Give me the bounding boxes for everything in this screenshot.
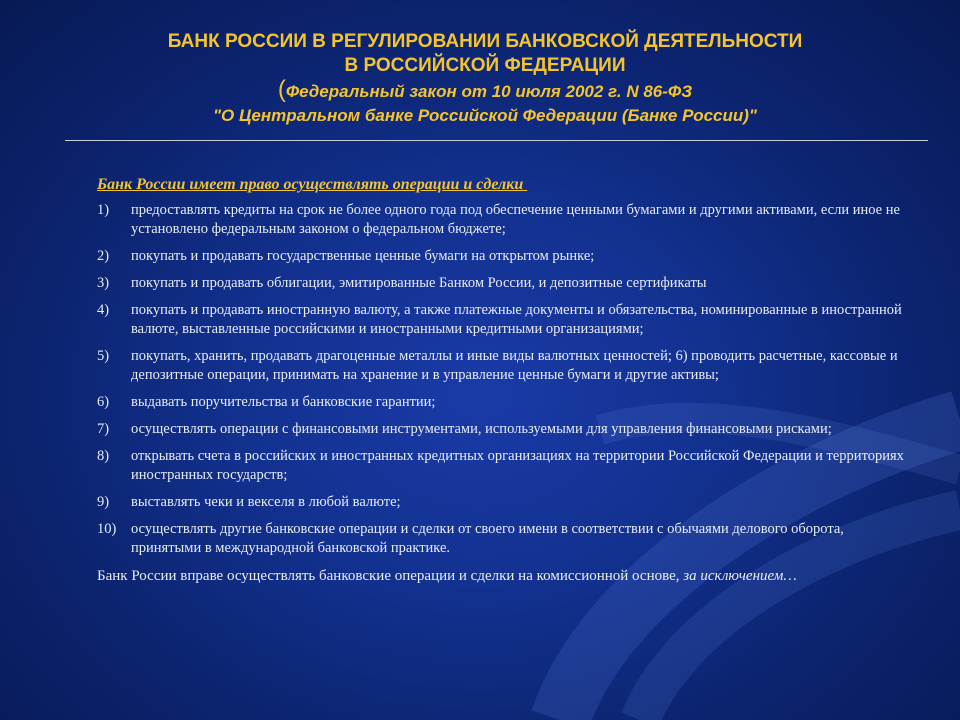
closing-text: Банк России вправе осуществлять банковские операции и сделки на комиссионной основе, xyxy=(97,568,684,584)
list-item-number: 3) xyxy=(97,275,110,291)
list-item-text: осуществлять другие банковские операции и сделки от своего имени в соответствии с обычаями делового оборота, принятыми в международной банковской практике. xyxy=(131,521,844,556)
list-item-text: выдавать поручительства и банковские гарантии; xyxy=(131,394,436,410)
slide-title-line2: В РОССИЙСКОЙ ФЕДЕРАЦИИ xyxy=(344,55,626,76)
list-item-number: 1) xyxy=(97,202,110,218)
list-item-text: открывать счета в российских и иностранных кредитных организациях на территории Российской Федерации и территориях иностранных государств; xyxy=(131,448,904,483)
list-item xyxy=(97,247,907,266)
list-item-text: выставлять чеки и векселя в любой валюте; xyxy=(131,494,401,510)
list-item xyxy=(97,201,907,239)
list-item-text: покупать и продавать государственные ценные бумаги на открытом рынке; xyxy=(131,248,595,264)
list-item xyxy=(97,520,907,558)
closing-italic-text: за исключением… xyxy=(683,568,797,584)
slide-header xyxy=(0,30,960,128)
list-item-number: 4) xyxy=(97,302,110,318)
list-item xyxy=(97,493,907,512)
list-item-number: 6) xyxy=(97,394,110,410)
list-item-number: 5) xyxy=(97,348,110,364)
list-item-text: покупать и продавать иностранную валюту, а также платежные документы и обязательства, номинированные в иностранной валюте, выставленные российскими и иностранными кредитными организациями; xyxy=(131,302,902,337)
list-item-text: предоставлять кредиты на срок не более одного года под обеспечение ценными бумагами и другими активами, если иное не установлено федеральным законом о федеральном бюджете; xyxy=(131,202,900,237)
list-item-text: покупать и продавать облигации, эмитированные Банком России, и депозитные сертификаты xyxy=(131,275,707,291)
list-item xyxy=(97,447,907,485)
operations-list xyxy=(97,201,907,558)
list-item-text: покупать, хранить, продавать драгоценные металлы и иные виды валютных ценностей; 6) проводить расчетные, кассовые и депозитные операции, принимать на хранение и в управление ценные бумаги и другие активы; xyxy=(131,348,898,383)
list-item xyxy=(97,393,907,412)
slide-body xyxy=(97,176,907,587)
list-item-number: 10) xyxy=(97,521,117,537)
list-item xyxy=(97,274,907,293)
law-reference-text1: Федеральный закон от 10 июля 2002 г. N 86-ФЗ xyxy=(285,82,693,101)
law-reference-line1 xyxy=(0,78,960,104)
list-item xyxy=(97,301,907,339)
law-open-paren: ( xyxy=(277,76,286,103)
list-item-number: 8) xyxy=(97,448,110,464)
list-item xyxy=(97,347,907,385)
list-item-text: осуществлять операции с финансовыми инструментами, используемыми для управления финансовыми рисками; xyxy=(131,421,832,437)
list-item-number: 2) xyxy=(97,248,110,264)
law-reference-line2: "О Центральном банке Российской Федерации (Банке России)" xyxy=(212,106,757,125)
header-divider xyxy=(65,140,928,141)
closing-paragraph xyxy=(97,566,907,587)
list-item-number: 7) xyxy=(97,421,110,437)
section-heading: Банк России имеет право осуществлять операции и сделки xyxy=(97,176,528,193)
list-item-number: 9) xyxy=(97,494,110,510)
list-item xyxy=(97,420,907,439)
slide-title-line1: БАНК РОССИИ В РЕГУЛИРОВАНИИ БАНКОВСКОЙ ДЕЯТЕЛЬНОСТИ xyxy=(167,31,803,52)
